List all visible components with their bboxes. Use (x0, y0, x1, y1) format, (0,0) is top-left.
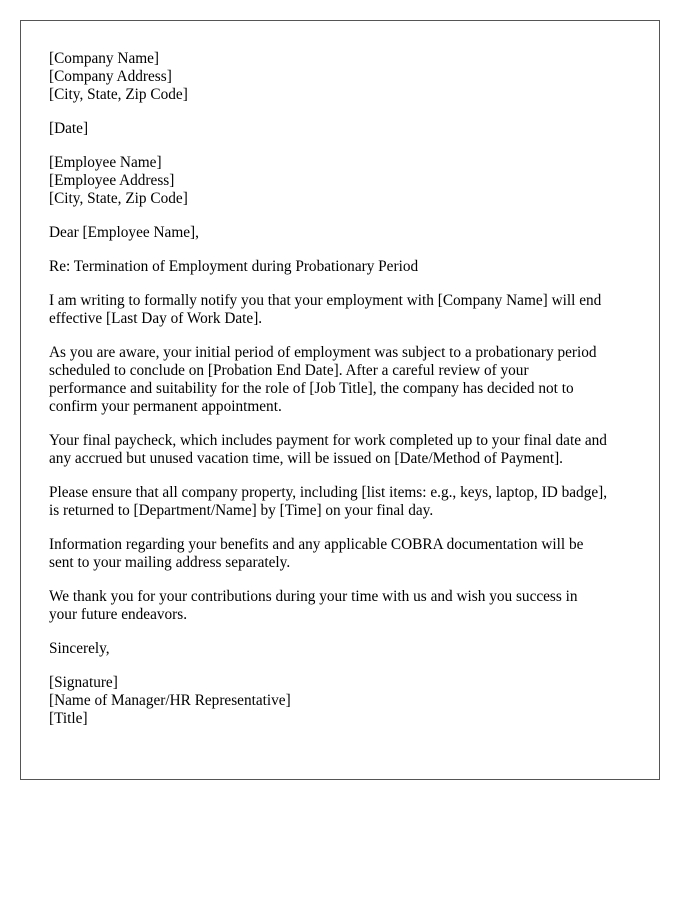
paragraph-line: sent to your mailing address separately. (49, 554, 291, 571)
paragraph-notification (49, 292, 631, 328)
sender-city-state-zip: [City, State, Zip Code] (49, 86, 188, 103)
recipient-city-state-zip: [City, State, Zip Code] (49, 190, 188, 207)
paragraph-line: Your final paycheck, which includes payment for work completed up to your final date and (49, 432, 607, 449)
date-block (49, 120, 631, 138)
paragraph-line: your future endeavors. (49, 606, 188, 623)
paragraph-line: is returned to [Department/Name] by [Time] on your final day. (49, 502, 434, 519)
sender-company-address: [Company Address] (49, 68, 172, 85)
paragraph-line: I am writing to formally notify you that your employment with [Company Name] will end (49, 292, 602, 309)
paragraph-line: any accrued but unused vacation time, will be issued on [Date/Method of Payment]. (49, 450, 564, 467)
paragraph-line: As you are aware, your initial period of employment was subject to a probationary period (49, 344, 597, 361)
paragraph-benefits (49, 536, 631, 572)
paragraph-line: Information regarding your benefits and any applicable COBRA documentation will be (49, 536, 584, 553)
paragraph-company-property (49, 484, 631, 520)
paragraph-thanks (49, 588, 631, 624)
signer-title: [Title] (49, 710, 88, 727)
recipient-employee-name: [Employee Name] (49, 154, 162, 171)
closing-block (49, 640, 631, 658)
paragraph-line: scheduled to conclude on [Probation End Date]. After a careful review of your (49, 362, 529, 379)
letter-page (20, 20, 660, 780)
paragraph-line: Please ensure that all company property, including [list items: e.g., keys, laptop, ID badge], (49, 484, 608, 501)
signature-block (49, 674, 631, 728)
subject-line: Re: Termination of Employment during Probationary Period (49, 258, 419, 275)
sender-company-name: [Company Name] (49, 50, 160, 67)
paragraph-line: performance and suitability for the role of [Job Title], the company has decided not to (49, 380, 574, 397)
paragraph-line: We thank you for your contributions during your time with us and wish you success in (49, 588, 578, 605)
paragraph-final-paycheck (49, 432, 631, 468)
salutation: Dear [Employee Name], (49, 224, 199, 241)
recipient-address-block (49, 154, 631, 208)
signature: [Signature] (49, 674, 118, 691)
paragraph-line: effective [Last Day of Work Date]. (49, 310, 263, 327)
subject-block (49, 258, 631, 276)
sender-address-block (49, 50, 631, 104)
recipient-employee-address: [Employee Address] (49, 172, 175, 189)
closing: Sincerely, (49, 640, 110, 657)
signer-name: [Name of Manager/HR Representative] (49, 692, 291, 709)
salutation-block (49, 224, 631, 242)
paragraph-probation (49, 344, 631, 416)
letter-date: [Date] (49, 120, 89, 137)
paragraph-line: confirm your permanent appointment. (49, 398, 282, 415)
